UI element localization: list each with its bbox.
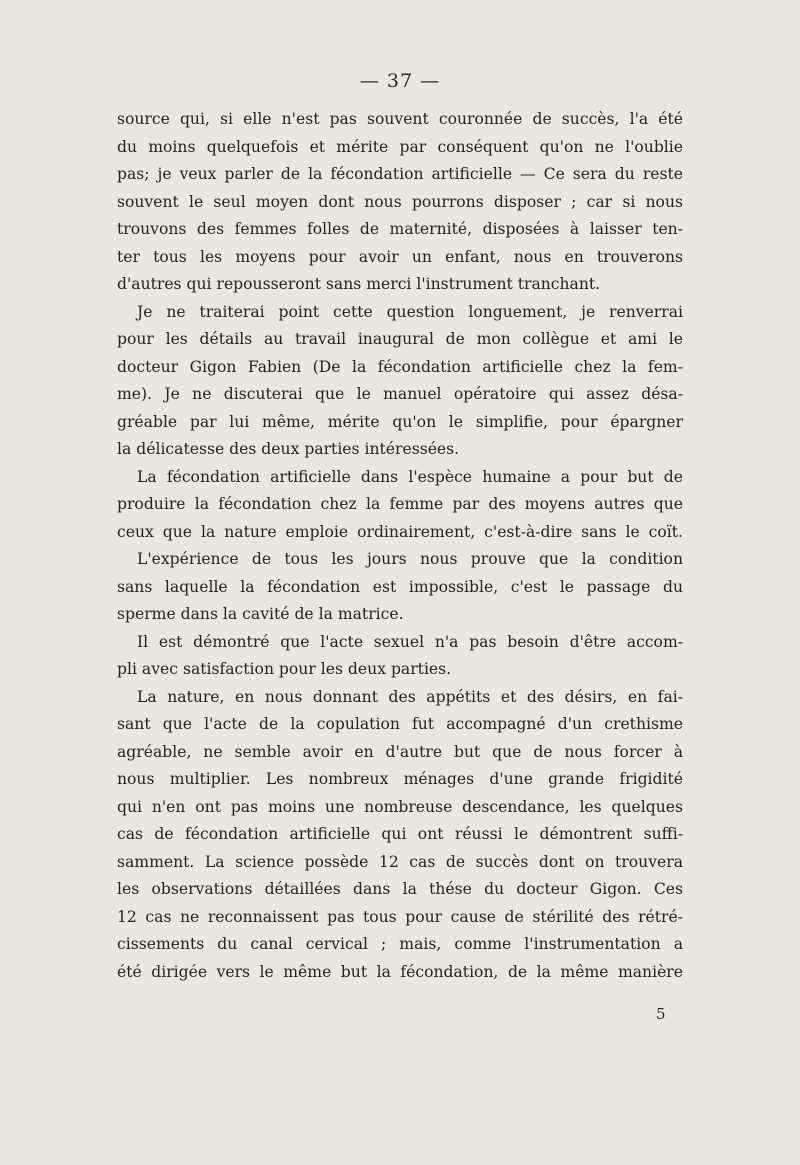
text-line: cissements du canal cervical ; mais, comme l'instrumentation a	[117, 935, 683, 953]
text-line: pli avec satisfaction pour les deux parties.	[117, 660, 452, 678]
text-line: gréable par lui même, mérite qu'on le simplifie, pour épargner	[117, 412, 683, 431]
text-line: samment. La science possède 12 cas de succès dont on trouvera	[117, 852, 683, 871]
text-line: produire la fécondation chez la femme par des moyens autres que	[117, 495, 683, 513]
text-line: ceux que la nature emploie ordinairement, c'est-à-dire sans le coït.	[117, 522, 683, 541]
paragraph-start-line: Je ne traiterai point cette question longuement, je renverrai	[137, 302, 683, 321]
text-line: 12 cas ne reconnaissent pas tous pour cause de stérilité des rétré-	[117, 907, 683, 926]
text-line: sans laquelle la fécondation est impossible, c'est le passage du	[117, 577, 683, 596]
signature-mark: 5	[656, 1005, 666, 1023]
paragraph-start-line: La fécondation artificielle dans l'espèce humaine a pour but de	[137, 467, 683, 486]
text-line: docteur Gigon Fabien (De la fécondation artificielle chez la fem-	[117, 357, 683, 376]
text-line: me). Je ne discuterai que le manuel opératoire qui assez désa-	[117, 385, 683, 403]
text-line: pour les détails au travail inaugural de mon collègue et ami le	[117, 330, 683, 348]
paragraph-start-line: L'expérience de tous les jours nous prouve que la condition	[137, 550, 683, 568]
text-line: sant que l'acte de la copulation fut accompagné d'un crethisme	[117, 715, 683, 733]
text-line: nous multiplier. Les nombreux ménages d'une grande frigidité	[117, 770, 683, 788]
text-line: été dirigée vers le même but la fécondation, de la même manière	[117, 962, 683, 981]
paragraph-start-line: Il est démontré que l'acte sexuel n'a pas besoin d'être accom-	[137, 632, 683, 651]
text-line: ter tous les moyens pour avoir un enfant, nous en trouverons	[117, 247, 683, 266]
page-number: — 37 —	[359, 70, 441, 92]
text-line: cas de fécondation artificielle qui ont réussi le démontrent suffi-	[117, 825, 683, 843]
text-line: pas; je veux parler de la fécondation artificielle — Ce sera du reste	[117, 165, 683, 183]
text-line: la délicatesse des deux parties intéressées.	[117, 440, 460, 458]
text-line: les observations détaillées dans la thése du docteur Gigon. Ces	[117, 880, 683, 898]
text-line: agréable, ne semble avoir en d'autre but que de nous forcer à	[117, 742, 683, 761]
text-line: souvent le seul moyen dont nous pourrons disposer ; car si nous	[117, 192, 683, 211]
body-text	[117, 106, 683, 986]
text-line: source qui, si elle n'est pas souvent couronnée de succès, l'a été	[117, 110, 683, 128]
text-line: du moins quelquefois et mérite par conséquent qu'on ne l'oublie	[117, 137, 683, 156]
text-line: sperme dans la cavité de la matrice.	[117, 605, 404, 623]
text-line: d'autres qui repousseront sans merci l'instrument tranchant.	[117, 275, 601, 293]
text-line: trouvons des femmes folles de maternité, disposées à laisser ten-	[117, 220, 683, 238]
text-line: qui n'en ont pas moins une nombreuse descendance, les quelques	[117, 797, 683, 816]
paragraph-start-line: La nature, en nous donnant des appétits et des désirs, en fai-	[137, 687, 683, 706]
